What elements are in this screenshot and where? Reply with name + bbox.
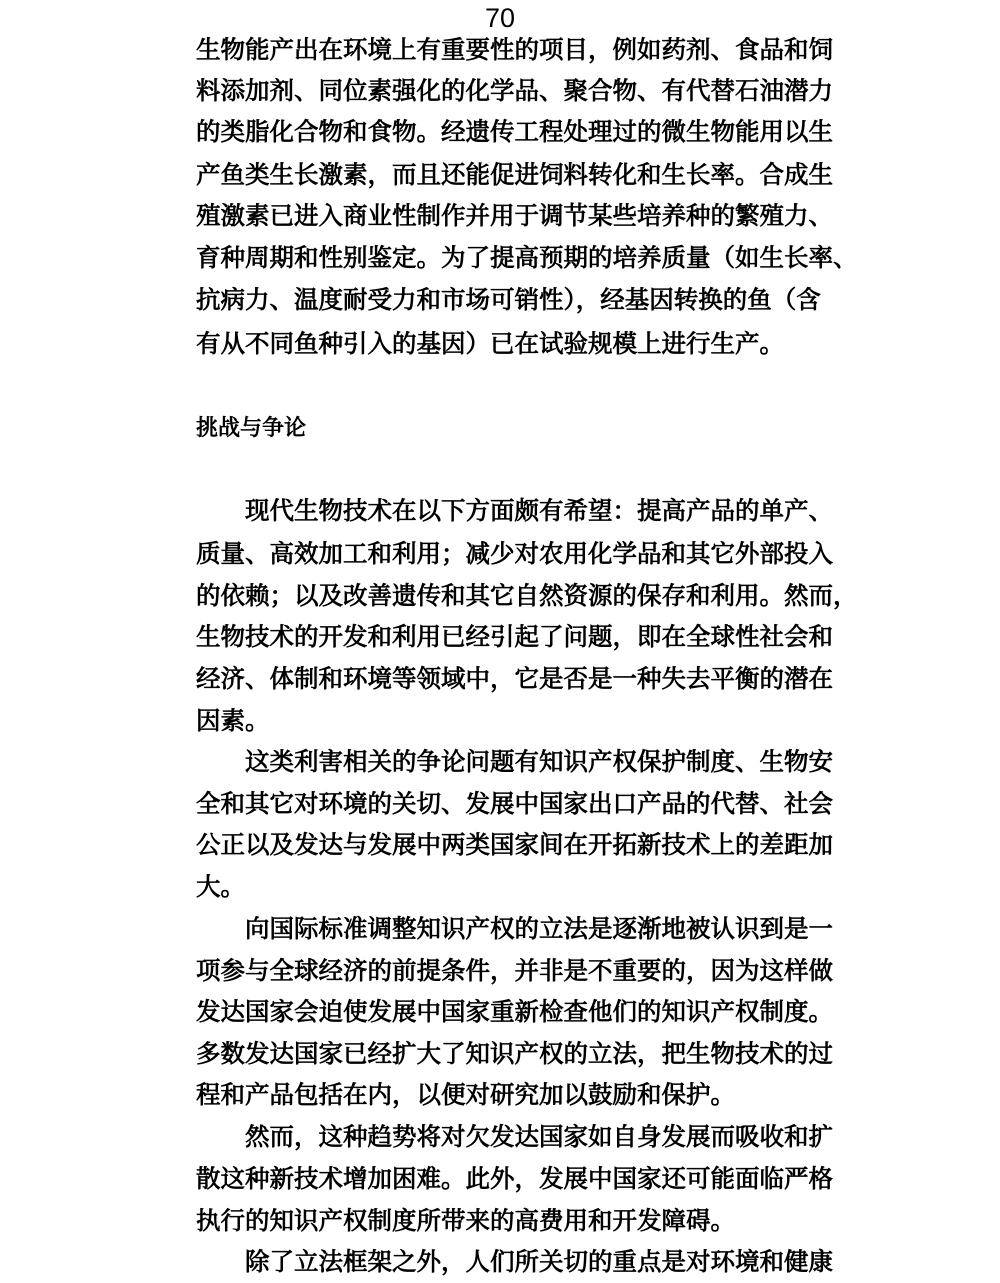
text-line: 公正以及发达与发展中两类国家间在开拓新技术上的差距加 xyxy=(196,830,833,859)
text-line: 程和产品包括在内，以便对研究加以鼓励和保护。 xyxy=(196,1080,735,1109)
text-line: 有从不同鱼种引入的基因）已在试验规模上进行生产。 xyxy=(196,329,784,358)
text-line: 散这种新技术增加困难。此外，发展中国家还可能面临严格 xyxy=(196,1164,833,1193)
text-line: 然而，这种趋势将对欠发达国家如自身发展而吸收和扩 xyxy=(196,1122,833,1151)
text-line: 除了立法框架之外，人们所关切的重点是对环境和健康 xyxy=(196,1247,833,1276)
text-line: 料添加剂、同位素强化的化学品、聚合物、有代替石油潜力 xyxy=(196,76,833,105)
text-line: 发达国家会迫使发展中国家重新检查他们的知识产权制度。 xyxy=(196,997,833,1026)
text-line: 大。 xyxy=(196,872,245,901)
text-line: 向国际标准调整知识产权的立法是逐渐地被认识到是一 xyxy=(196,914,833,943)
text-line: 生物能产出在环境上有重要性的项目，例如药剂、食品和饲 xyxy=(196,35,833,64)
text-line: 抗病力、温度耐受力和市场可销性），经基因转换的鱼（含 xyxy=(196,285,821,314)
text-line: 现代生物技术在以下方面颇有希望：提高产品的单产、 xyxy=(196,496,833,525)
text-line: 经济、体制和环境等领域中，它是否是一种失去平衡的潜在 xyxy=(196,664,833,693)
text-line: 育种周期和性别鉴定。为了提高预期的培养质量（如生长率、 xyxy=(196,243,858,272)
text-line: 生物技术的开发和利用已经引起了问题，即在全球性社会和 xyxy=(196,622,833,651)
text-line: 执行的知识产权制度所带来的高费用和开发障碍。 xyxy=(196,1206,735,1235)
text-line: 的依赖；以及改善遗传和其它自然资源的保存和利用。然而， xyxy=(196,581,858,610)
text-line: 质量、高效加工和利用；减少对农用化学品和其它外部投入 xyxy=(196,539,833,568)
text-line: 产鱼类生长激素，而且还能促进饲料转化和生长率。合成生 xyxy=(196,160,833,189)
text-line: 项参与全球经济的前提条件，并非是不重要的，因为这样做 xyxy=(196,956,833,985)
text-line: 全和其它对环境的关切、发展中国家出口产品的代替、社会 xyxy=(196,789,833,818)
text-line: 这类利害相关的争论问题有知识产权保护制度、生物安 xyxy=(196,747,833,776)
text-line: 因素。 xyxy=(196,706,270,735)
text-line: 的类脂化合物和食物。经遗传工程处理过的微生物能用以生 xyxy=(196,117,833,146)
section-heading: 挑战与争论 xyxy=(196,416,307,441)
text-line: 殖激素已进入商业性制作并用于调节某些培养种的繁殖力、 xyxy=(196,201,833,230)
page-number: 70 xyxy=(484,3,516,33)
text-line: 多数发达国家已经扩大了知识产权的立法，把生物技术的过 xyxy=(196,1039,833,1068)
